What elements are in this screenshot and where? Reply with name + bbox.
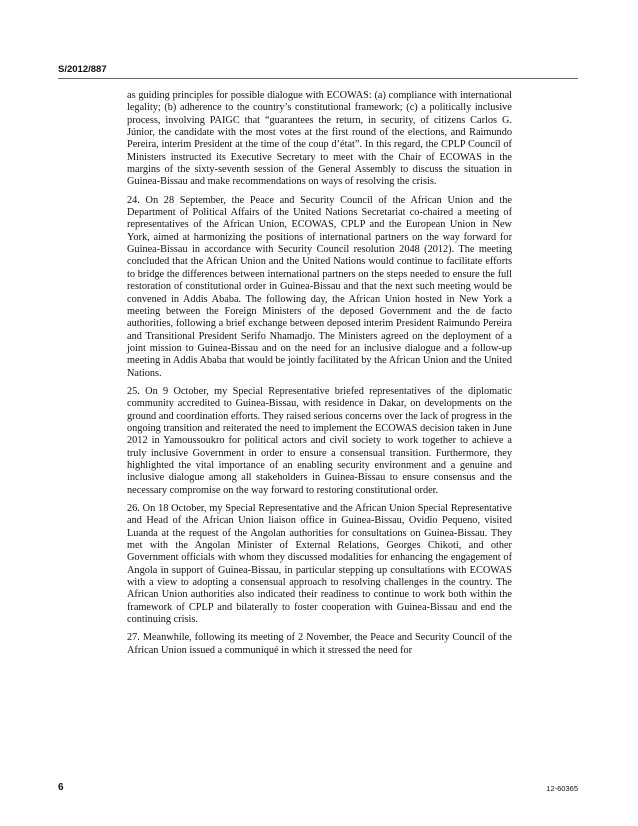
body-text [127,90,512,663]
paragraph-24: 24. On 28 September, the Peace and Security Council of the African Union and the Department of Political Affairs of the United Nations Secretariat co-chaired a meeting of representatives of the African Union, ECOWAS, CPLP and the European Union in New York, aimed at harmonizing the positions of international partners on the way forward for Guinea-Bissau in accordance with Security Council resolution 2048 (2012). The meeting concluded that the African Union and the United Nations would continue to facilitate efforts to bridge the differences between international partners on the steps needed to ensure the full restoration of constitutional order in Guinea-Bissau and that the next such meeting would be convened in Addis Ababa. The following day, the African Union hosted in New York a meeting between the Foreign Ministers of the deposed Government and the de facto authorities, following a brief exchange between deposed interim President Raimundo Pereira and Transitional President Serifo Nhamadjo. The Ministers agreed on the deployment of a joint mission to Guinea-Bissau and on the need for an inclusive dialogue and a follow-up meeting in Addis Ababa that would be jointly facilitated by the African Union and the United Nations. [127,194,512,379]
document-code: 12-60365 [546,784,578,793]
paragraph-26: 26. On 18 October, my Special Representative and the African Union Special Representative and Head of the African Union liaison office in Guinea-Bissau, Ovidio Pequeno, visited Luanda at the request of the Angolan authorities for consultations on Guinea-Bissau. They met with the Angolan Minister of External Relations, Georges Chikoti, and other Government officials with whom they discussed modalities for enhancing the engagement of Angola in support of Guinea-Bissau, in particular stepping up consultations with ECOWAS with a view to adopting a consensual approach to resolving challenges in the country. The African Union authorities also indicated their readiness to continue to work both within the framework of CPLP and bilaterally to foster cooperation with Guinea-Bissau and end the continuing crisis. [127,503,512,626]
page-number: 6 [58,782,64,793]
document-symbol: S/2012/887 [58,64,107,75]
paragraph-27: 27. Meanwhile, following its meeting of 2 November, the Peace and Security Council of the African Union issued a communiqué in which it stressed the need for [127,632,512,656]
paragraph-continuation: as guiding principles for possible dialogue with ECOWAS: (a) compliance with international legality; (b) adherence to the country’s constitutional framework; (c) a politically inclusive process, involving PAIGC that “guarantees the return, in security, of citizens Carlos G. Júnior, the candidate with the most votes at the first round of the elections, and Raimundo Pereira, interim President at the time of the coup d’état”. In this regard, the CPLP Council of Ministers instructed its Executive Secretary to meet with the Chair of ECOWAS in the margins of the sixty-seventh session of the General Assembly to discuss the situation in Guinea-Bissau and make recommendations on ways of resolving the crisis. [127,90,512,188]
paragraph-25: 25. On 9 October, my Special Representative briefed representatives of the diplomatic community accredited to Guinea-Bissau, with residence in Dakar, on developments on the ground and coordination efforts. They raised serious concerns over the lack of progress in the ongoing transition and reiterated the need to implement the ECOWAS decision taken in June 2012 in Yamoussoukro for political actors and civil society to work together to achieve a truly inclusive Government in order to ensure a consensual transition. Furthermore, they highlighted the vital importance of an enabling security environment and a genuine and inclusive dialogue among all stakeholders in Guinea-Bissau to ensure consensus and the necessary compromise on the way forward to restoring constitutional order. [127,385,512,496]
header-rule [58,78,578,79]
